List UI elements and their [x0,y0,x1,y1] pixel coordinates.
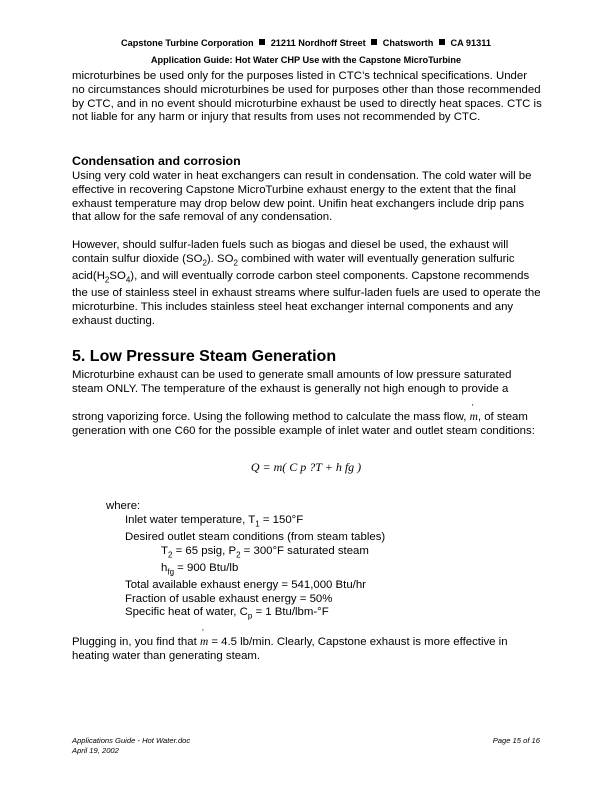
square-bullet-icon [259,39,265,45]
state-zip: CA 91311 [450,38,491,48]
text-run: T [161,544,168,557]
conclusion-paragraph [72,636,542,664]
text-run: = 65 psig, P [172,544,237,557]
text-run: = 900 Btu/lb [174,561,239,574]
steam-paragraph-1: Microturbine exhaust can be used to generate small amounts of low pressure saturated steam ONLY. The temperature of the exhaust is generally not high enough to provide a [72,369,512,395]
subscript: 2 [167,549,173,559]
desired-conditions-line: Desired outlet steam conditions (from steam tables) [125,530,386,543]
mass-flow-symbol: m ˙ [200,636,208,648]
fraction-line: Fraction of usable exhaust energy = 50% [125,592,333,605]
footer-left [72,736,190,756]
company-name: Capstone Turbine Corporation [121,38,254,48]
text-run: strong vaporizing force. Using the following method to calculate the mass flow, [72,411,467,423]
subscript: 2 [104,275,110,285]
where-list [106,500,385,624]
text-run: Plugging in, you find that [72,636,197,648]
subscript: 2 [202,258,207,268]
sulfur-paragraph [72,239,542,328]
footer-doc-name: Applications Guide - Hot Water.doc [72,736,191,745]
street-address: 21211 Nordhoff Street [270,38,366,48]
square-bullet-icon [439,39,445,45]
text-run: = 300°F saturated steam [240,544,369,557]
text-run: = 4.5 lb/min. Clearly, Capstone exhaust is more effective in heating water than generating steam. [72,636,508,662]
square-bullet-icon [371,39,377,45]
subscript: 1 [255,519,260,529]
specific-heat-line [106,606,385,623]
header-address-line [0,38,612,48]
text-run: Specific heat of water, C [125,606,248,619]
hfg-line [106,562,385,579]
text-run: combined with water will eventually generation sulfuric acid(H [72,252,515,282]
text-run: SO [109,269,126,282]
footer-page-number: Page 15 of 16 [492,736,540,745]
text-run: ). SO [206,252,234,265]
text-run: = 150°F [259,513,304,526]
text-run: = 1 Btu/lbm-°F [252,606,329,619]
t2-p2-line [106,545,385,562]
section-heading-steam: 5. Low Pressure Steam Generation [72,348,337,365]
subscript: 2 [233,258,238,268]
inlet-temp-line [106,514,385,531]
condensation-paragraph: Using very cold water in heat exchangers can result in condensation. The cold water will be effective in recovering Capstone MicroTurbine exhaust energy to the extent that the final exhaust temperature may drop below dew point. Unifin heat exchangers include drip pans that allow for the safe removal of any condensation. [72,170,532,224]
total-energy-line: Total available exhaust energy = 541,000 Btu/hr [125,578,366,591]
text-run: ), and will eventually corrode carbon steel components. Capstone recommends the use of stainless steel in exhaust streams where sulfur-laden fuels are used to operate the microturbine. This includes stainless steel heat exchanger internal components and any exhaust ducting. [72,269,541,327]
intro-paragraph: microturbines be used only for the purposes listed in CTC’s technical specifications. Under no circumstances should microturbines be used for purposes other than those recommended by CTC, and in no event should microturbine exhaust be used to directly heat spaces. CTC is not liable for any harm or injury that results from uses not recommended by CTC. [72,70,542,124]
where-label: where: [106,500,141,512]
mass-flow-symbol: m ˙ [470,411,478,423]
subscript: p [247,611,253,621]
subscript: 2 [236,549,241,559]
header-subtitle: Application Guide: Hot Water CHP Use with the Capstone MicroTurbine [150,55,462,65]
subscript: fg [167,567,175,577]
text-run: However, should sulfur-laden fuels such as biogas and diesel be used, the exhaust will contain sulfur dioxide (SO [72,239,509,265]
steam-paragraph-2 [72,411,542,439]
city: Chatsworth [382,38,434,48]
text-run: Inlet water temperature, T [125,513,256,526]
equation: Q = m( C p ?T + h fg ) [250,460,362,474]
text-run: h [161,561,168,574]
text-run: , of steam generation with one C60 for the possible example of inlet water and outlet steam conditions: [72,411,535,437]
section-heading-condensation: Condensation and corrosion [72,154,241,168]
subscript: 4 [125,275,131,285]
footer-date: April 19, 2002 [72,746,119,755]
